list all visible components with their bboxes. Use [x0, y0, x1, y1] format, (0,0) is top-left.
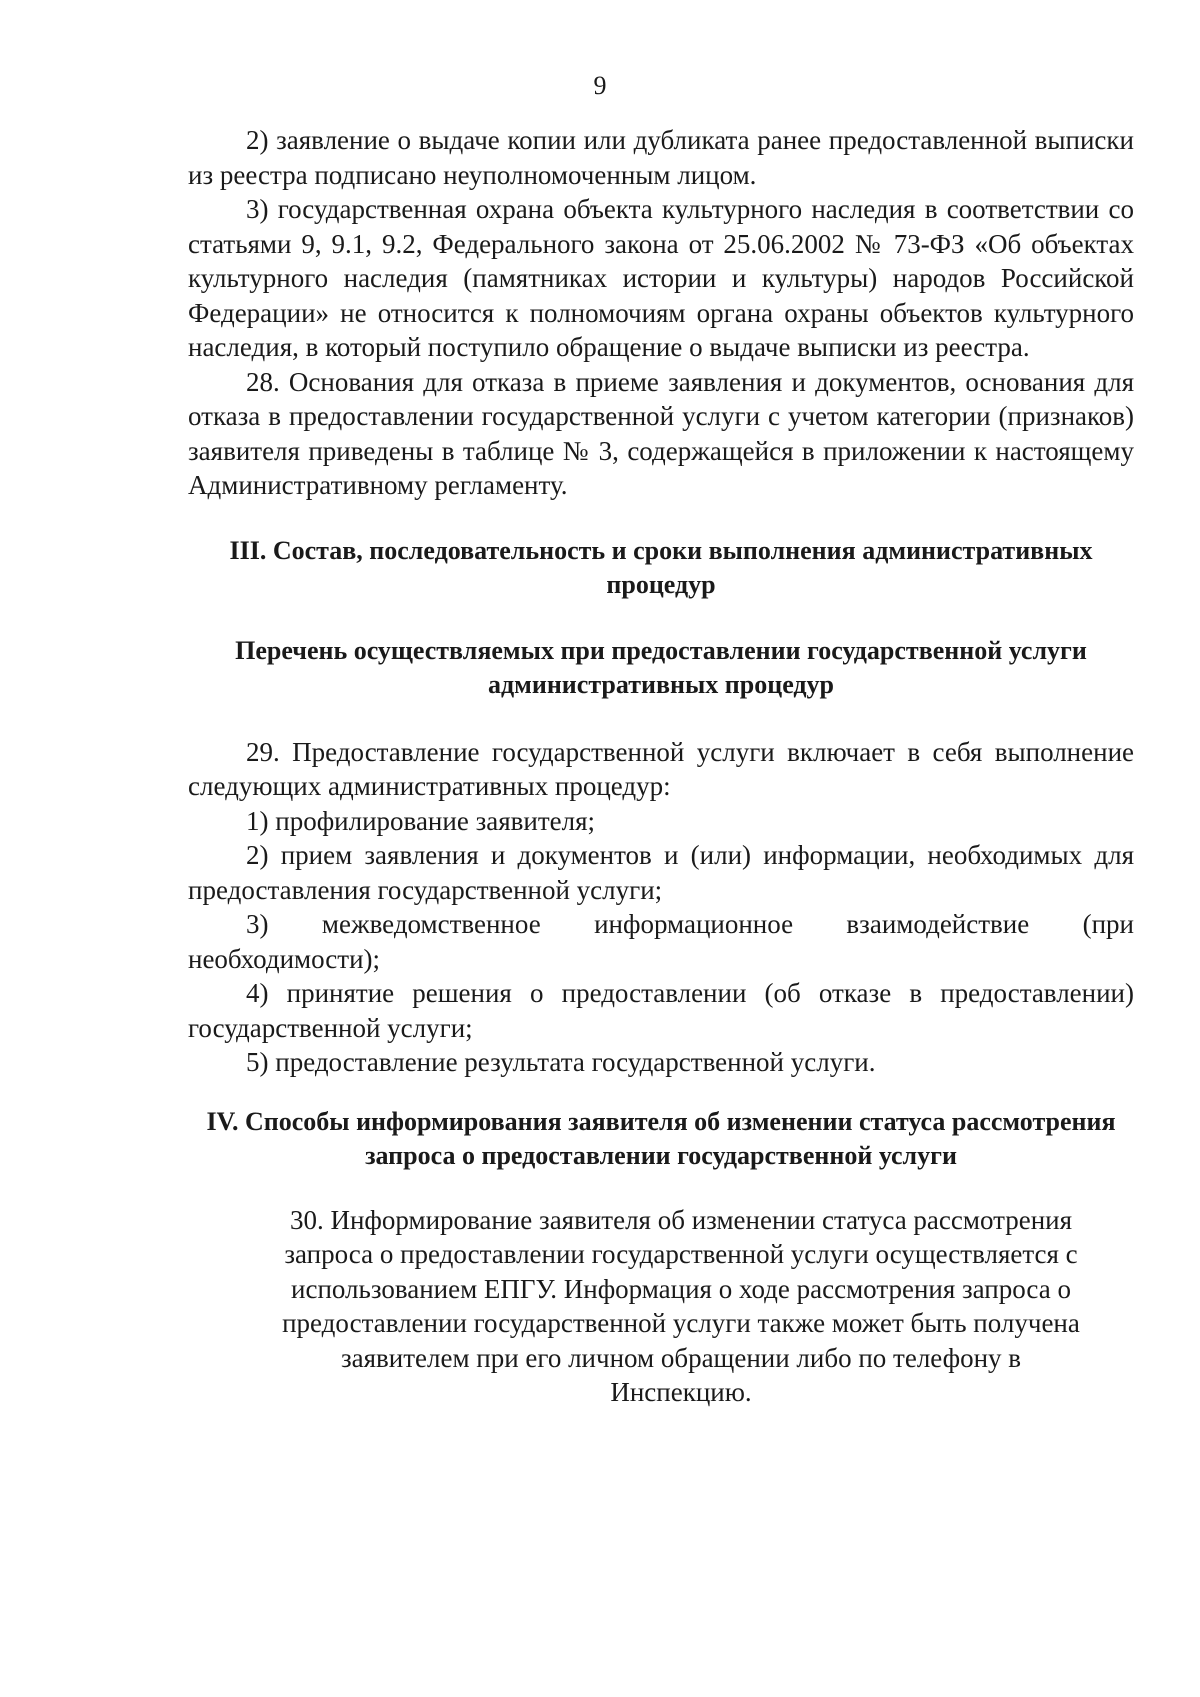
- paragraph-30: 30. Информирование заявителя об изменении статуса рассмотрения запроса о предоставлении государственной услуги осуществляется с использованием ЕПГУ. Информация о ходе рассмотрения запроса о предоставлении государственной услуги также может быть получена заявителем при его личном обращении либо по телефону в Инспекцию.: [282, 1204, 1080, 1407]
- paragraph-item-2: 2) заявление о выдаче копии или дубликата ранее предоставленной выписки из реестра подписано неуполномоченным лицом.: [188, 125, 1134, 190]
- paragraph-item-3: 3) государственная охрана объекта культурного наследия в соответствии со статьями 9, 9.1, 9.2, Федерального закона от 25.06.2002 № 73-ФЗ «Об объектах культурного наследия (памятниках истории и культуры) народов Российской Федерации» не относится к полномочиям органа охраны объектов культурного наследия, в который поступило обращение о выдаче выписки из реестра.: [188, 194, 1134, 362]
- procedure-item-1: 1) профилирование заявителя;: [246, 805, 596, 836]
- paragraph-28: 28. Основания для отказа в приеме заявления и документов, основания для отказа в предоставлении государственной услуги с учетом категории (признаков) заявителя приведены в таблице № 3, содержащейся в приложении к настоящему Административному регламенту.: [188, 366, 1134, 500]
- section-4-heading: IV. Способы информирования заявителя об изменении статуса рассмотрения запроса о предоставлении государственной услуги: [206, 1106, 1116, 1170]
- procedure-item-2: 2) прием заявления и документов и (или) информации, необходимых для предоставления государственной услуги;: [188, 840, 1134, 905]
- paragraph-29: 29. Предоставление государственной услуги включает в себя выполнение следующих административных процедур:: [188, 736, 1134, 801]
- procedure-item-4: 4) принятие решения о предоставлении (об отказе в предоставлении) государственной услуги;: [188, 978, 1134, 1043]
- page-content: [188, 123, 1134, 1410]
- procedure-item-5: 5) предоставление результата государственной услуги.: [246, 1047, 876, 1077]
- page-number: 9: [593, 71, 607, 100]
- section-3-subheading: Перечень осуществляемых при предоставлении государственной услуги административных процедур: [235, 635, 1087, 699]
- procedure-item-3: 3) межведомственное информационное взаимодействие (при необходимости);: [188, 909, 1134, 974]
- section-3-heading: III. Состав, последовательность и сроки выполнения административных процедур: [229, 535, 1093, 599]
